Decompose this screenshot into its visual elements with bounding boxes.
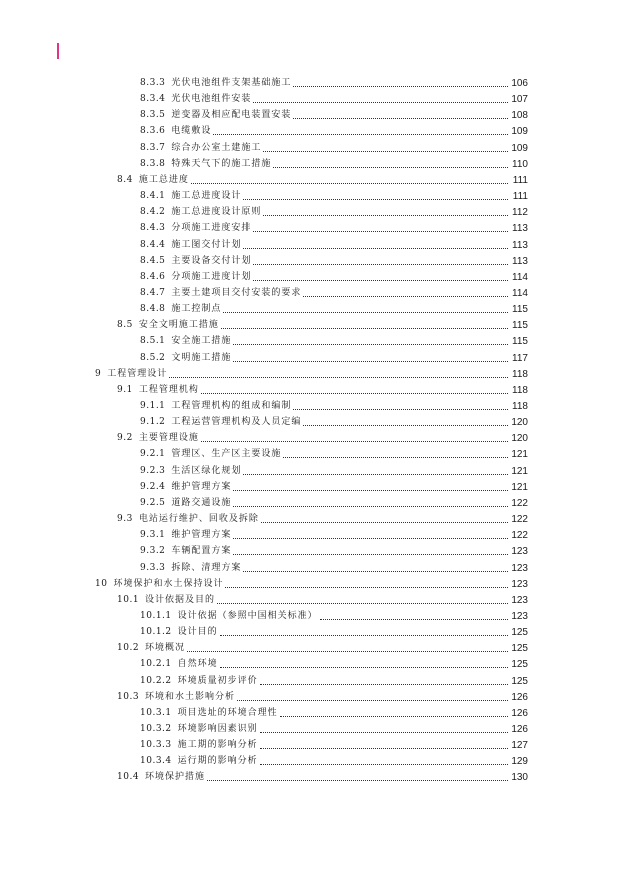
toc-entry-page: 109 [511,126,528,138]
toc-entry-number: 10.2.1 [140,659,172,670]
toc-entry-page: 125 [511,659,528,671]
toc-entry-page: 114 [512,287,528,299]
dot-leader [220,635,508,636]
toc-entry[interactable] [117,591,528,606]
toc-entry-number: 10.3.1 [140,707,172,718]
toc-entry[interactable] [117,171,528,186]
toc-entry[interactable] [140,268,528,283]
toc-entry-number: 8.4.8 [140,304,166,315]
toc-entry[interactable] [140,219,528,234]
toc-entry-number: 10.3 [117,691,140,702]
toc-entry-title: 自然环境 [177,659,218,670]
toc-entry-title: 设计依据及目的 [145,594,216,605]
toc-entry-page: 123 [511,546,528,558]
toc-entry-title: 维护管理方案 [171,530,232,541]
dot-leader [201,393,508,394]
toc-entry[interactable] [117,381,528,396]
dot-leader [273,167,508,168]
toc-entry-page: 125 [511,643,528,655]
toc-entry-title: 光伏电池组件安装 [171,94,252,105]
toc-entry[interactable] [140,462,528,477]
toc-entry[interactable] [140,655,528,670]
toc-entry-title: 项目选址的环境合理性 [177,707,278,718]
toc-entry-page: 125 [511,627,528,639]
toc-entry-page: 130 [511,772,528,784]
toc-entry-title: 电缆敷设 [171,126,212,137]
toc-entry-number: 9.3 [117,514,133,525]
toc-entry-title: 施工总进度设计原则 [171,207,262,218]
toc-entry[interactable] [140,413,528,428]
dot-leader [223,312,508,313]
toc-entry-title: 环境概况 [145,643,186,654]
toc-entry-number: 10.4 [117,772,140,783]
toc-entry-page: 122 [511,530,528,542]
dot-leader [253,102,508,103]
toc-entry-number: 10.2 [117,643,140,654]
dot-leader [260,764,508,765]
toc-entry[interactable] [140,155,528,170]
toc-entry-number: 8.5.1 [140,336,166,347]
toc-entry-number: 9.2.3 [140,465,166,476]
dot-leader [191,183,508,184]
dot-leader [243,474,508,475]
toc-entry[interactable] [140,720,528,735]
toc-entry-page: 123 [511,594,528,606]
dot-leader [283,457,508,458]
toc-entry-page: 127 [511,740,528,752]
toc-entry[interactable] [140,397,528,412]
toc-entry-page: 112 [512,207,528,219]
toc-entry-number: 8.4 [117,174,133,185]
toc-entry[interactable] [140,139,528,154]
toc-entry-title: 环境保护措施 [145,772,206,783]
toc-entry[interactable] [117,316,528,331]
toc-entry-page: 126 [511,724,528,735]
dot-leader [293,409,508,410]
toc-entry-number: 8.3.8 [140,158,166,169]
dot-leader [263,215,508,216]
dot-leader [280,716,508,717]
toc-entry-number: 8.3.6 [140,126,166,137]
toc-entry-title: 工程管理机构 [138,384,199,395]
toc-entry[interactable] [140,187,528,202]
dot-leader [253,280,508,281]
toc-entry-title: 文明施工措施 [171,352,232,363]
toc-entry-title: 施工控制点 [171,304,222,315]
toc-entry-number: 9 [95,368,102,379]
toc-entry-title: 分项施工进度安排 [171,223,252,234]
toc-entry-title: 工程运营管理机构及人员定编 [171,417,302,428]
toc-entry-page: 106 [511,78,528,89]
toc-entry-title: 电站运行维护、回收及拆除 [138,514,259,525]
toc-entry-page: 108 [511,110,528,122]
toc-entry-title: 道路交通设施 [171,497,232,508]
toc-entry-number: 8.3.3 [140,78,166,88]
toc-entry-page: 122 [511,497,528,509]
toc-entry-page: 113 [512,239,528,251]
toc-entry[interactable] [140,672,528,687]
toc-entry-title: 主要管理设施 [138,433,199,444]
toc-entry[interactable] [140,559,528,574]
toc-entry[interactable] [140,494,528,509]
toc-entry-page: 120 [511,417,528,429]
toc-entry-title: 设计目的 [177,627,218,638]
toc-entry-title: 管理区、生产区主要设施 [171,449,282,460]
toc-entry-page: 115 [512,320,528,332]
dot-leader [233,490,508,491]
toc-entry-page: 121 [511,449,528,461]
dot-leader [253,231,508,232]
dot-leader [220,667,508,668]
toc-entry-number: 8.5 [117,320,133,331]
dot-leader [201,441,508,442]
toc-entry-page: 110 [512,158,528,170]
dot-leader [243,248,508,249]
dot-leader [253,264,508,265]
toc-entry-page: 111 [512,174,528,186]
toc-entry-number: 9.1.2 [140,417,166,428]
toc-entry-number: 9.2 [117,433,133,444]
toc-entry[interactable] [140,736,528,751]
toc-entry-page: 123 [511,578,528,590]
toc-entry-title: 施工期的影响分析 [177,740,258,751]
toc-entry-title: 维护管理方案 [171,481,232,492]
toc-entry-title: 环境和水土影响分析 [145,691,236,702]
toc-entry[interactable] [140,332,528,347]
toc-entry[interactable] [117,510,528,525]
toc-entry-title: 综合办公室土建施工 [171,142,262,153]
dot-leader [233,554,508,555]
toc-entry-title: 光伏电池组件支架基础施工 [171,78,292,88]
toc-entry-number: 9.3.1 [140,530,166,541]
toc-entry-title: 环境影响因素识别 [177,724,258,734]
dot-leader [187,651,508,652]
toc-entry[interactable] [140,252,528,267]
toc-entry[interactable] [140,74,528,89]
toc-entry-page: 121 [511,481,528,493]
toc-entry[interactable] [140,445,528,460]
toc-entry-page: 123 [511,610,528,622]
toc-entry[interactable] [140,704,528,719]
dot-leader [263,151,508,152]
toc-entry-page: 113 [512,223,528,235]
toc-entry-title: 施工总进度 [138,174,189,185]
toc-entry[interactable] [140,90,528,105]
toc-entry-number: 8.4.6 [140,271,166,282]
toc-entry-title: 施工图交付计划 [171,239,242,250]
dot-leader [233,538,508,539]
dot-leader [169,377,508,378]
toc-entry[interactable] [140,542,528,557]
toc-entry[interactable] [140,122,528,137]
toc-entry-title: 工程管理机构的组成和编制 [171,401,292,411]
toc-entry-page: 107 [511,94,528,106]
toc-entry-page: 121 [511,465,528,477]
toc-entry-title: 运行期的影响分析 [177,756,258,767]
toc-entry-number: 8.4.7 [140,287,166,298]
toc-entry[interactable] [140,349,528,364]
dot-leader [261,522,508,523]
toc-entry-page: 123 [511,562,528,574]
toc-entry-title: 主要土建项目交付安装的要求 [171,287,302,298]
dot-leader [213,134,508,135]
toc-entry-number: 9.2.4 [140,481,166,492]
toc-entry[interactable] [117,768,528,783]
dot-leader [303,425,508,426]
dot-leader [320,619,508,620]
toc-entry[interactable] [95,365,528,380]
dot-leader [260,732,508,733]
toc-entry-title: 设计依据（参照中国相关标准） [177,610,318,621]
dot-leader [217,603,508,604]
toc-entry[interactable] [140,300,528,315]
toc-entry[interactable] [117,429,528,444]
toc-entry-title: 生活区绿化规划 [171,465,242,476]
toc-entry-number: 8.4.2 [140,207,166,218]
dot-leader [221,328,508,329]
dot-leader [207,780,508,781]
toc-entry-page: 120 [511,433,528,445]
dot-leader [293,118,508,119]
dot-leader [237,700,508,701]
toc-entry-page: 117 [512,352,528,364]
toc-entry-page: 113 [512,255,528,267]
dot-leader [260,748,508,749]
toc-entry-number: 8.4.3 [140,223,166,234]
toc-entry-page: 115 [512,304,528,316]
toc-entry[interactable] [140,752,528,767]
toc-entry[interactable] [140,607,528,622]
toc-entry-number: 10.1.2 [140,627,172,638]
toc-entry-title: 拆除、清理方案 [171,562,242,573]
toc-entry-number: 10.3.2 [140,724,172,734]
margin-marker [57,43,59,59]
toc-entry-page: 122 [511,514,528,526]
toc-entry-page: 118 [512,368,528,380]
toc-entry-page: 111 [512,191,528,203]
toc-entry-title: 安全施工措施 [171,336,232,347]
toc-entry-number: 8.3.5 [140,110,166,121]
toc-entry[interactable] [140,106,528,121]
toc-entry-number: 8.4.5 [140,255,166,266]
dot-leader [233,344,508,345]
dot-leader [243,571,508,572]
toc-entry[interactable] [117,688,528,703]
toc-entry-number: 9.1.1 [140,401,166,411]
toc-entry-page: 118 [512,401,528,412]
toc-entry-page: 115 [512,336,528,348]
dot-leader [233,506,508,507]
toc-entry[interactable] [140,236,528,251]
toc-entry-title: 工程管理设计 [107,368,168,379]
dot-leader [233,361,508,362]
toc-entry[interactable] [140,478,528,493]
toc-entry-number: 9.2.1 [140,449,166,460]
toc-entry-title: 环境保护和水土保持设计 [113,578,224,589]
toc-entry-number: 9.3.3 [140,562,166,573]
dot-leader [260,684,508,685]
toc-entry-number: 10 [95,578,108,589]
toc-entry[interactable] [140,526,528,541]
toc-entry-number: 9.3.2 [140,546,166,557]
toc-entry-number: 8.4.1 [140,191,166,202]
toc-entry-page: 126 [511,691,528,703]
toc-entry-number: 8.3.4 [140,94,166,105]
toc-entry[interactable] [140,623,528,638]
dot-leader [303,296,508,297]
toc-entry-title: 安全文明施工措施 [138,320,219,331]
toc-entry-page: 114 [512,271,528,283]
toc-entry-number: 9.1 [117,384,133,395]
toc-entry-number: 10.3.3 [140,740,172,751]
toc-entry-title: 特殊天气下的施工措施 [171,158,272,169]
toc-entry-page: 125 [511,675,528,687]
toc-entry-title: 分项施工进度计划 [171,271,252,282]
toc-entry-number: 9.2.5 [140,497,166,508]
toc-entry-number: 8.5.2 [140,352,166,363]
toc-entry-page: 118 [512,384,528,396]
toc-entry[interactable] [95,575,528,590]
dot-leader [293,86,508,87]
toc-entry-number: 10.1.1 [140,610,172,621]
toc-entry-number: 10.1 [117,594,140,605]
toc-entry-title: 逆变器及相应配电装置安装 [171,110,292,121]
toc-entry[interactable] [140,203,528,218]
toc-entry-number: 10.2.2 [140,675,172,686]
toc-entry-title: 主要设备交付计划 [171,255,252,266]
toc-entry-title: 施工总进度设计 [171,191,242,202]
toc-entry-page: 126 [511,707,528,719]
toc-entry-number: 8.3.7 [140,142,166,153]
dot-leader [243,199,508,200]
toc-entry-title: 环境质量初步评价 [177,675,258,686]
toc-entry-number: 10.3.4 [140,756,172,767]
dot-leader [225,587,508,588]
toc-entry-page: 109 [511,142,528,154]
toc-entry-number: 8.4.4 [140,239,166,250]
toc-entry-page: 129 [511,756,528,768]
toc-entry-title: 车辆配置方案 [171,546,232,557]
toc-entry[interactable] [140,284,528,299]
toc-entry[interactable] [117,639,528,654]
